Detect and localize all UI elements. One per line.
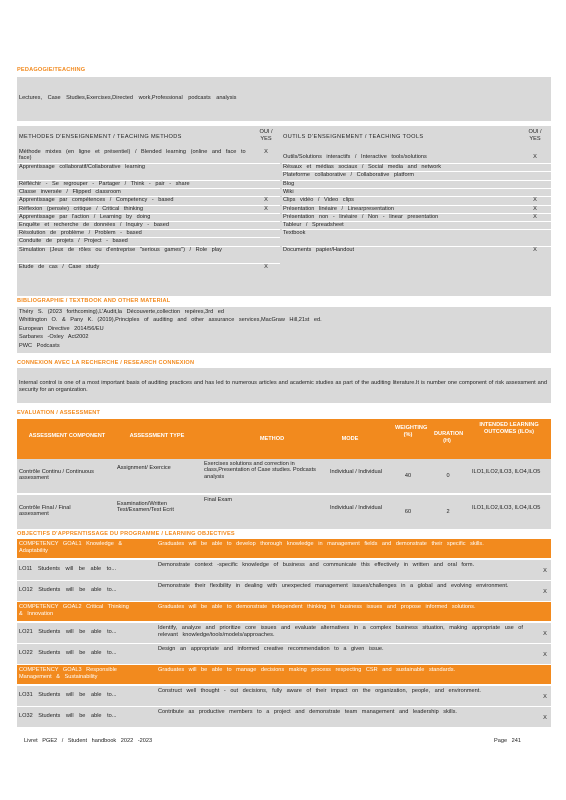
method-item-label: Méthode mixtes (en ligne et présentiel) / Blended learning (online and face to face) <box>19 149 246 162</box>
row-divider <box>17 163 280 164</box>
row-divider <box>282 188 551 189</box>
bibliography-title: BIBLIOGRAPHIE / TEXTBOOK AND OTHER MATERIAL <box>17 298 171 304</box>
tool-item-label: Textbook <box>283 230 306 236</box>
method-item-label: Classe inversée / Flipped classroom <box>19 189 121 195</box>
tool-item-label: Clips vidéo / Video clips <box>283 197 354 203</box>
row-divider <box>282 229 551 230</box>
tool-item-label: Documents papier/Handout <box>283 247 355 253</box>
tool-item-label: Tableur / Spreadsheet <box>283 222 344 228</box>
competency-goal-title: COMPETENCY GOAL3 Responsible Management & Sustainability <box>19 667 117 680</box>
row-divider <box>282 171 551 172</box>
row-divider <box>282 205 551 206</box>
eval-cell-weighting: 60 <box>404 509 412 515</box>
lo-text: Demonstrate context -specific knowledge of business and communicate this effectively in written and oral form. <box>158 562 475 568</box>
research-title: CONNEXION AVEC LA RECHERCHE / RESEARCH CONNEXION <box>17 360 195 366</box>
learning-objective-row <box>17 644 551 664</box>
research-text: Internal control is one of a most important basis of auditing practices and has led to numerous articles and academic studies as part of the auditing literature.It is number one component of risk assessment and security for an organization. <box>19 380 547 393</box>
competency-goal-desc: Graduates will be able to manage decisions making process respecting CSR and sustainable standards. <box>158 667 456 673</box>
tool-item-mark: X <box>533 154 537 160</box>
row-divider <box>282 180 551 181</box>
row-divider <box>282 196 551 197</box>
lo-code: LO22 Students will be able to... <box>19 650 117 656</box>
tool-item-label: Blog <box>283 181 295 187</box>
footer-left: Livret PGE2 / Student handbook 2022 -2023 <box>24 738 153 744</box>
lo-text: Contribute as productive members to a project and demonstrate team management and leadership skills. <box>158 709 457 715</box>
row-divider <box>17 229 280 230</box>
pedagogie-title: PEDAGOGIE/TEACHING <box>17 67 86 73</box>
lo-text: Identify, analyze and prioritize core issues and evaluate alternatives in a complex business situation, making appropriate use of relevant knowledge/tools/models/approaches. <box>158 625 523 638</box>
lo-mark: X <box>543 568 547 574</box>
row-divider <box>17 205 280 206</box>
bibliography-line: European Directive 2014/56/EU <box>19 326 104 332</box>
pedagogie-box <box>17 77 551 121</box>
tool-item-label: Wiki <box>283 189 294 195</box>
method-item-mark: X <box>264 197 268 203</box>
row-divider <box>282 221 551 222</box>
eval-cell-ilos: ILO1,ILO2,ILO3, ILO4,ILO5 <box>472 505 541 511</box>
tool-item-mark: X <box>533 206 537 212</box>
lo-text: Design an appropriate and informed creative recommendation to a given issue. <box>158 646 384 652</box>
eval-cell-duration: 0 <box>446 473 450 479</box>
eval-cell-weighting: 40 <box>404 473 412 479</box>
pedagogie-text: Lectures, Case Studies,Exercises,Directed work,Professional podcasts analysis <box>19 95 237 101</box>
research-box <box>17 368 551 403</box>
method-item-mark: X <box>264 206 268 212</box>
lo-code: LO11 Students will be able to... <box>19 566 117 572</box>
method-item-label: Conduite de projets / Project - based <box>19 238 128 244</box>
method-item-label: Simulation (Jeux de rôles ou d'entreprise "serious games") / Role play <box>19 247 222 253</box>
eval-header-weighting: WEIGHTING (%) <box>395 425 428 438</box>
method-item-label: Réfléchir - Se regrouper - Partager / Think - pair - share <box>19 181 190 187</box>
lo-text: Demonstrate their flexibility in dealing with unexpected management issues/challenges in a global and evolving environment. <box>158 583 509 589</box>
row-divider <box>282 163 551 164</box>
row-divider <box>17 221 280 222</box>
objectives-title: OBJECTIFS D'APPRENTISSAGE DU PROGRAMME / LEARNING OBJECTIVES <box>17 531 235 537</box>
bibliography-line: Sarbanes -Oxley Act2002 <box>19 334 89 340</box>
lo-mark: X <box>543 652 547 658</box>
bibliography-line: PWC Podcasts <box>19 343 60 349</box>
evaluation-row <box>17 459 551 493</box>
eval-header-duration: DURATION (H) <box>434 431 464 444</box>
learning-objective-row <box>17 581 551 601</box>
evaluation-header <box>17 419 551 459</box>
eval-cell-component: Contrôle Final / Final assessment <box>19 505 71 518</box>
eval-cell-type: Assignment/ Exercice <box>117 465 171 471</box>
row-divider <box>282 213 551 214</box>
eval-cell-mode: Individual / Individual <box>330 469 382 475</box>
competency-goal-bar <box>17 602 551 621</box>
lo-mark: X <box>543 631 547 637</box>
bibliography-box <box>17 307 551 353</box>
eval-header-ilos: INTENDED LEARNING OUTCOMES (ILOs) <box>479 422 539 435</box>
method-item-mark: X <box>264 149 268 155</box>
eval-cell-mode: Individual / Individual <box>330 505 382 511</box>
method-item-label: Etude de cas / Case study <box>19 264 100 270</box>
lo-mark: X <box>543 694 547 700</box>
tool-item-mark: X <box>533 214 537 220</box>
methods-right <box>282 126 551 296</box>
row-divider <box>17 246 280 247</box>
row-divider <box>17 263 280 264</box>
row-divider <box>17 180 280 181</box>
tool-item-label: Résaux et médias sociaux / Social media and network <box>283 164 442 170</box>
tool-item-mark: X <box>533 247 537 253</box>
row-divider <box>17 213 280 214</box>
tool-item-label: Présentation non - linéaire / Non - linear presentation <box>283 214 439 220</box>
learning-objective-row <box>17 560 551 580</box>
tool-item-label: Présentation linéaire / Linearpresentation <box>283 206 394 212</box>
competency-goal-bar <box>17 539 551 558</box>
lo-mark: X <box>543 589 547 595</box>
competency-goal-title: COMPETENCY GOAL1 Knowledge & Adaptability <box>19 541 123 554</box>
eval-cell-ilos: ILO1,ILO2,ILO3, ILO4,ILO5 <box>472 469 541 475</box>
competency-goal-bar <box>17 665 551 684</box>
eval-header-type: ASSESSMENT TYPE <box>129 433 185 439</box>
method-item-label: Résolution de problème / Problem - based <box>19 230 142 236</box>
competency-goal-title: COMPETENCY GOAL2 Critical Thinking & Innovation <box>19 604 129 617</box>
methods-left <box>17 126 280 296</box>
method-item-mark: X <box>264 264 268 270</box>
eval-header-mode: MODE <box>341 436 359 442</box>
row-divider <box>17 237 280 238</box>
lo-code: LO21 Students will be able to... <box>19 629 117 635</box>
learning-objective-row <box>17 623 551 643</box>
methods-table <box>17 126 551 296</box>
lo-code: LO31 Students will be able to... <box>19 692 117 698</box>
eval-header-component: ASSESSMENT COMPONENT <box>28 433 106 439</box>
bibliography-line: Whittington O. & Pany K. (2019),Principles of auditing and other assurance services,MacGraw Hill,21st ed. <box>19 317 322 323</box>
tool-item-mark: X <box>533 197 537 203</box>
method-item-label: Apprentissage par l'action / Learning by doing <box>19 214 151 220</box>
footer-right: Page 241 <box>494 738 521 744</box>
row-divider <box>17 188 280 189</box>
methods-left-oui: OUI / YES <box>259 129 273 142</box>
method-item-label: Apprentissage par compétences / Competency - based <box>19 197 174 203</box>
method-item-label: Enquête et recherche de données / Inquiry - based <box>19 222 169 228</box>
methods-right-header: OUTILS D'ENSEIGNEMENT / TEACHING TOOLS <box>283 134 424 140</box>
bibliography-line: Théry S. (2023 forthcoming),L'Audit,la Découverte,collection repères,3rd ed <box>19 309 225 315</box>
competency-goal-desc: Graduates will be able to develop thorough knowledge in management fields and demonstrate their specific skills. <box>158 541 484 547</box>
eval-cell-component: Contrôle Continu / Continuous assessment <box>19 469 94 482</box>
eval-header-method: METHOD <box>259 436 285 442</box>
evaluation-row <box>17 495 551 529</box>
competency-goal-desc: Graduates will be able to demonstrate independent thinking in business issues and propose informed solutions. <box>158 604 476 610</box>
lo-text: Construct well thought - out decisions, fully aware of their impact on the organization, people, and environment. <box>158 688 481 694</box>
lo-code: LO32 Students will be able to... <box>19 713 117 719</box>
method-item-label: Réflexion (pensée) critique / Critical thinking <box>19 206 144 212</box>
evaluation-title: EVALUATION / ASSESSMENT <box>17 410 101 416</box>
learning-objective-row <box>17 707 551 727</box>
lo-mark: X <box>543 715 547 721</box>
eval-cell-duration: 2 <box>446 509 450 515</box>
row-divider <box>17 196 280 197</box>
methods-left-header: METHODES D'ENSEIGNEMENT / TEACHING METHODS <box>19 134 182 140</box>
eval-cell-method: Exercises solutions and correction in class,Presentation of Case studies. Podcasts analysis <box>204 461 316 480</box>
method-item-label: Apprentissage collaboratif/Collaborative learning <box>19 164 146 170</box>
methods-right-oui: OUI / YES <box>528 129 542 142</box>
eval-cell-method: Final Exam <box>204 497 232 503</box>
evaluation-table <box>17 419 551 529</box>
tool-item-label: Outils/Solutions interactifs / Interactive tools/solutions <box>283 154 427 160</box>
row-divider <box>282 246 551 247</box>
learning-objective-row <box>17 686 551 706</box>
eval-cell-type: Examination/Written Test/Examen/Test Ecrit <box>117 501 174 514</box>
tool-item-label: Plateforme collaborative / Collaborative platform <box>283 172 415 178</box>
lo-code: LO12 Students will be able to... <box>19 587 117 593</box>
